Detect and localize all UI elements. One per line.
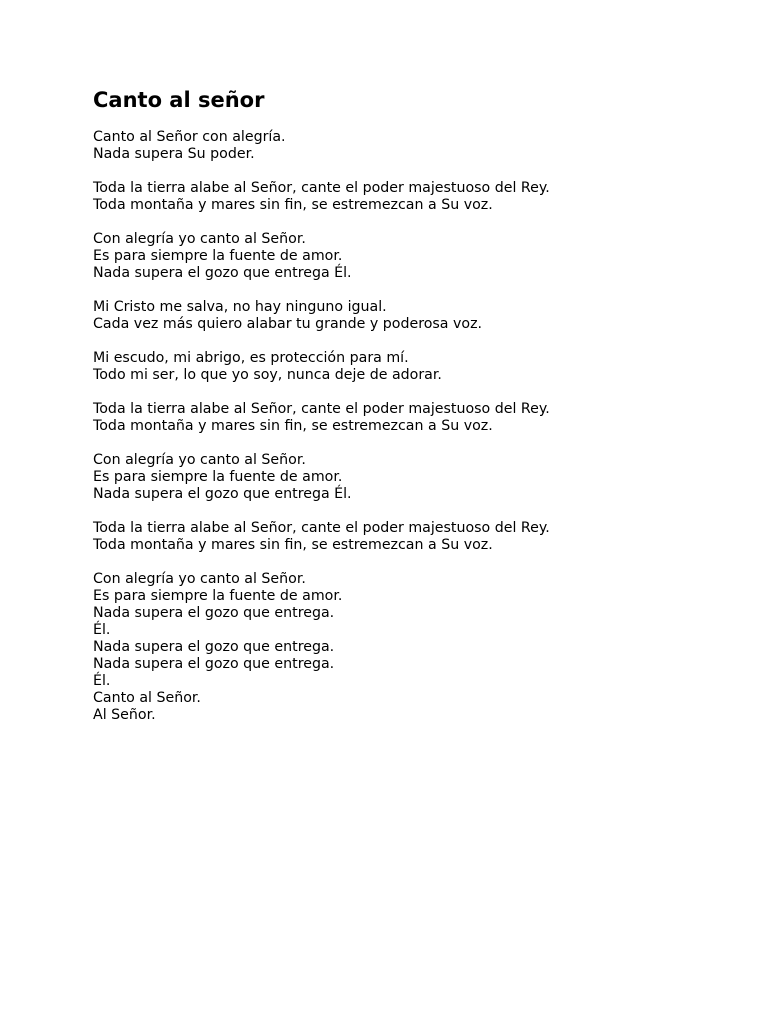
lyric-line: Mi Cristo me salva, no hay ninguno igual.: [93, 299, 387, 315]
lyric-line: Canto al Señor con alegría.: [93, 129, 286, 145]
lyric-line: Él.: [93, 622, 111, 638]
lyric-line: Al Señor.: [93, 707, 156, 723]
lyric-line: Toda la tierra alabe al Señor, cante el poder majestuoso del Rey.: [93, 520, 550, 536]
document-page: [93, 86, 733, 741]
lyric-line: Toda la tierra alabe al Señor, cante el poder majestuoso del Rey.: [93, 401, 550, 417]
lyric-line: Nada supera el gozo que entrega Él.: [93, 265, 352, 281]
page-title: Canto al señor: [93, 88, 265, 112]
lyric-line: Nada supera Su poder.: [93, 146, 255, 162]
stanza-2: [93, 180, 733, 214]
stanza-3: [93, 231, 733, 282]
lyric-line: Con alegría yo canto al Señor.: [93, 452, 306, 468]
stanza-5: [93, 350, 733, 384]
lyric-line: Con alegría yo canto al Señor.: [93, 571, 306, 587]
lyric-line: Él.: [93, 673, 111, 689]
lyric-line: Toda montaña y mares sin fin, se estremezcan a Su voz.: [93, 418, 493, 434]
lyric-line: Es para siempre la fuente de amor.: [93, 588, 343, 604]
lyric-line: Nada supera el gozo que entrega.: [93, 656, 335, 672]
stanza-4: [93, 299, 733, 333]
lyric-line: Todo mi ser, lo que yo soy, nunca deje de adorar.: [93, 367, 442, 383]
lyric-line: Toda la tierra alabe al Señor, cante el poder majestuoso del Rey.: [93, 180, 550, 196]
stanza-9: [93, 571, 733, 724]
stanza-7: [93, 452, 733, 503]
lyric-line: Toda montaña y mares sin fin, se estremezcan a Su voz.: [93, 197, 493, 213]
lyric-line: Nada supera el gozo que entrega Él.: [93, 486, 352, 502]
stanza-8: [93, 520, 733, 554]
lyric-line: Es para siempre la fuente de amor.: [93, 469, 343, 485]
lyric-line: Mi escudo, mi abrigo, es protección para mí.: [93, 350, 409, 366]
lyric-line: Cada vez más quiero alabar tu grande y poderosa voz.: [93, 316, 483, 332]
lyric-line: Toda montaña y mares sin fin, se estremezcan a Su voz.: [93, 537, 493, 553]
lyric-line: Nada supera el gozo que entrega.: [93, 639, 335, 655]
lyric-line: Canto al Señor.: [93, 690, 201, 706]
lyric-line: Con alegría yo canto al Señor.: [93, 231, 306, 247]
lyric-line: Nada supera el gozo que entrega.: [93, 605, 335, 621]
lyric-line: Es para siempre la fuente de amor.: [93, 248, 343, 264]
stanza-6: [93, 401, 733, 435]
stanza-1: [93, 129, 733, 163]
